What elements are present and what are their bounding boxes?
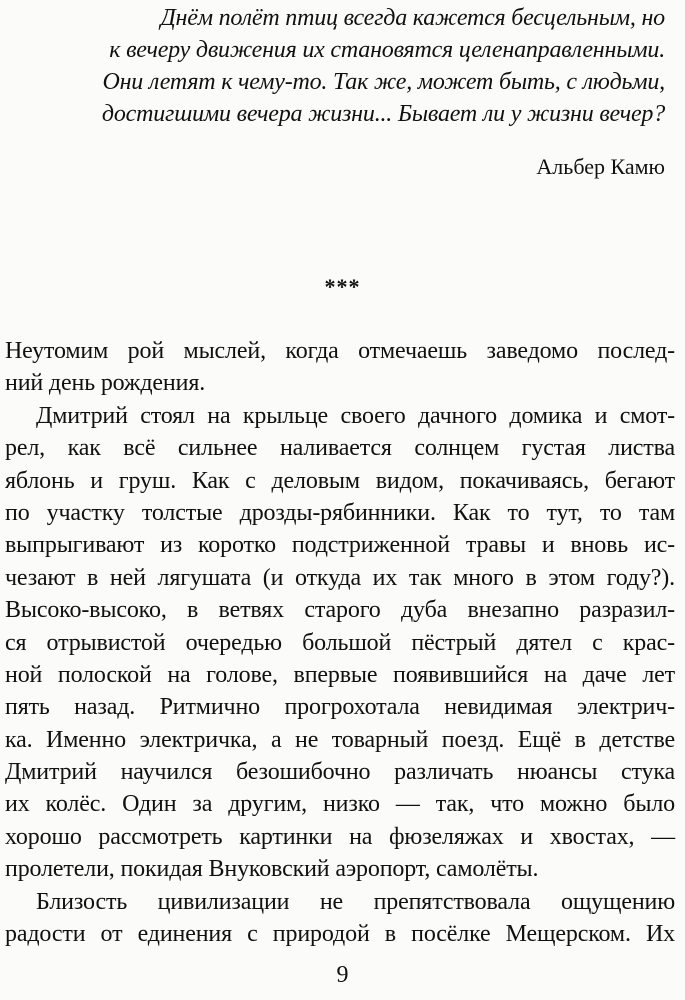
section-separator: *** bbox=[324, 274, 361, 299]
text-line: хорошо рассмотреть картинки на фюзеляжах и хвостах, — bbox=[5, 823, 675, 850]
text-line: яблонь и груш. Как с деловым видом, покачиваясь, бегают bbox=[5, 467, 675, 494]
text-line: выпрыгивают из коротко подстриженной травы и вновь ис- bbox=[5, 532, 675, 559]
text-line: Дмитрий стоял на крыльце своего дачного домика и смот- bbox=[36, 402, 675, 429]
text-line: ний день рождения. bbox=[5, 370, 206, 397]
text-line: по участку толстые дрозды-рябинники. Как то тут, то там bbox=[5, 499, 675, 526]
epigraph-line: достигшими вечера жизни... Бывает ли у жизни вечер? bbox=[101, 101, 665, 127]
text-line: ка. Именно электричка, а не товарный поезд. Ещё в детстве bbox=[5, 726, 675, 753]
text-line: Близость цивилизации не препятствовала ощущению bbox=[36, 888, 675, 915]
epigraph-line: Днём полёт птиц всегда кажется бесцельным, но bbox=[160, 5, 665, 31]
text-line: ся отрывистой очередью большой пёстрый дятел с крас- bbox=[5, 629, 675, 656]
page-number: 9 bbox=[336, 962, 349, 988]
epigraph-line: Они летят к чему-то. Так же, может быть, с людьми, bbox=[102, 69, 665, 95]
text-line: Неутомим рой мыслей, когда отмечаешь заведомо послед- bbox=[5, 338, 675, 364]
text-line: ной полоской на голове, впервые появившийся на даче лет bbox=[5, 661, 675, 688]
epigraph-line: к вечеру движения их становятся целенаправленными. bbox=[109, 37, 665, 63]
epigraph-author: Альбер Камю bbox=[536, 154, 665, 179]
text-line: чезают в ней лягушата (и откуда их так много в этом году?). bbox=[5, 564, 675, 591]
text-line: пять назад. Ритмично прогрохотала невидимая электрич- bbox=[5, 694, 675, 721]
text-line: Высоко-высоко, в ветвях старого дуба внезапно разразил- bbox=[5, 597, 675, 624]
body-text bbox=[5, 335, 675, 950]
text-line: рел, как всё сильнее наливается солнцем густая листва bbox=[5, 435, 675, 462]
text-line: Дмитрий научился безошибочно различать нюансы стука bbox=[5, 759, 675, 786]
text-line: их колёс. Один за другим, низко — так, что можно было bbox=[5, 791, 675, 818]
text-line: радости от единения с природой в посёлке Мещерском. Их bbox=[5, 921, 675, 948]
text-line: пролетели, покидая Внуковский аэропорт, самолёты. bbox=[5, 856, 539, 883]
epigraph bbox=[25, 2, 665, 130]
